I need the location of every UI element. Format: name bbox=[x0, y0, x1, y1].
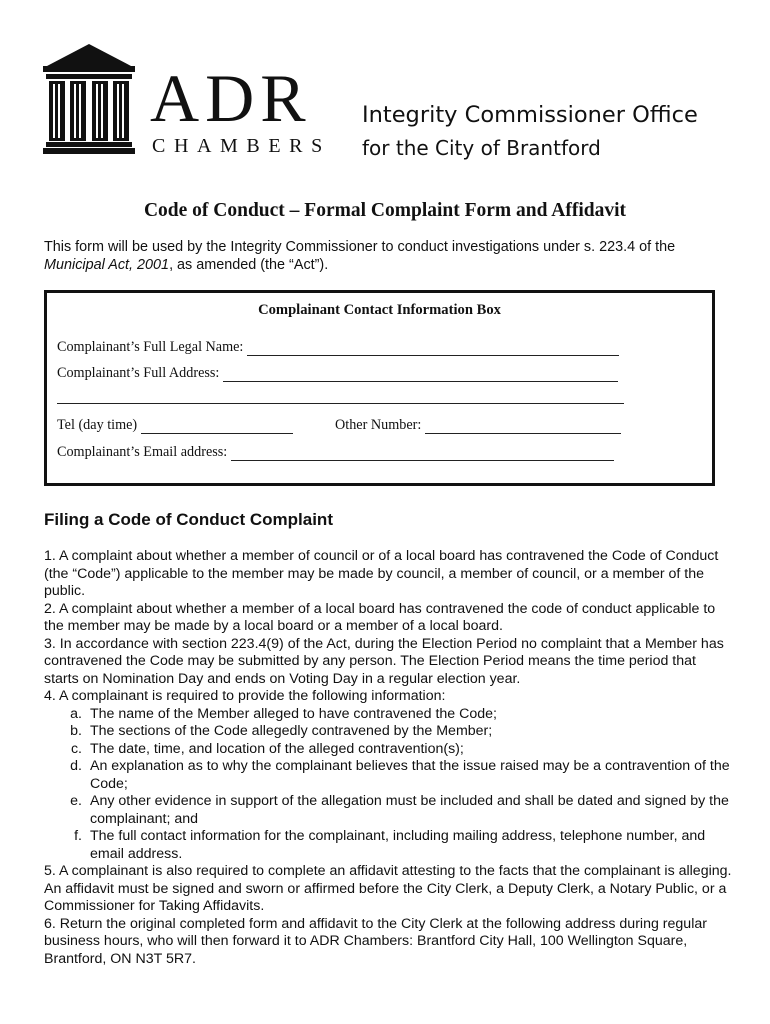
contact-box-title: Complainant Contact Information Box bbox=[258, 302, 501, 318]
item-text: The sections of the Code allegedly contravened by the Member; bbox=[90, 723, 493, 739]
item-text: An explanation as to why the complainant believes that the issue raised may be a contravention of the Code; bbox=[90, 758, 730, 792]
item-text: The date, time, and location of the alleged contravention(s); bbox=[90, 740, 464, 757]
instructions-body bbox=[44, 548, 734, 968]
tel-field[interactable] bbox=[57, 417, 293, 434]
item-letter: a. bbox=[70, 705, 82, 722]
item-text: Any other evidence in support of the allegation must be included and shall be dated and signed by the complainant; and bbox=[90, 793, 729, 827]
full-name-input-line[interactable] bbox=[247, 342, 619, 356]
required-info-item bbox=[44, 758, 734, 793]
section-heading: Filing a Code of Conduct Complaint bbox=[44, 510, 333, 529]
item-text: The full contact information for the complainant, including mailing address, telephone number, and email address. bbox=[90, 828, 706, 862]
instruction-item: 1. A complaint about whether a member of council or of a local board has contravened the Code of Conduct (the “Code”) applicable to the member may be made by council, a member of council, or a member of the public. bbox=[44, 548, 719, 599]
item-text: The name of the Member alleged to have contravened the Code; bbox=[90, 705, 497, 722]
address-continuation-line[interactable] bbox=[57, 403, 624, 404]
tel-label: Tel (day time) bbox=[57, 417, 138, 433]
intro-text-after: , as amended (the “Act”). bbox=[169, 257, 329, 273]
instruction-item: 2. A complaint about whether a member of a local board has contravened the code of conduct applicable to the member may be made by a local board or a member of a local board. bbox=[44, 600, 716, 634]
full-name-field[interactable] bbox=[57, 339, 619, 356]
required-info-item bbox=[44, 828, 734, 863]
item-letter: f. bbox=[74, 828, 82, 844]
email-field[interactable] bbox=[57, 444, 614, 461]
other-number-field[interactable] bbox=[335, 417, 621, 434]
document-title: Code of Conduct – Formal Complaint Form and Affidavit bbox=[143, 200, 627, 221]
item-letter: e. bbox=[70, 793, 82, 809]
intro-text-before: This form will be used by the Integrity Commissioner to conduct investigations under s. 223.4 of the bbox=[44, 239, 676, 255]
intro-paragraph bbox=[44, 238, 734, 274]
other-number-label: Other Number: bbox=[335, 417, 422, 433]
required-info-item bbox=[44, 706, 734, 724]
tel-input-line[interactable] bbox=[141, 420, 293, 434]
intro-act-name: Municipal Act, 2001 bbox=[44, 257, 170, 273]
address-label: Complainant’s Full Address: bbox=[57, 365, 220, 381]
item-letter: b. bbox=[70, 723, 82, 739]
required-info-item bbox=[44, 793, 734, 828]
address-field[interactable] bbox=[57, 365, 618, 382]
instruction-item: 4. A complainant is required to provide the following information: bbox=[44, 688, 446, 704]
required-info-item bbox=[44, 723, 734, 741]
address-input-line[interactable] bbox=[223, 368, 618, 382]
required-info-item bbox=[44, 741, 734, 759]
full-name-label: Complainant’s Full Legal Name: bbox=[57, 339, 244, 355]
building-columns-icon bbox=[43, 42, 135, 154]
email-label: Complainant’s Email address: bbox=[57, 444, 228, 460]
contact-info-box bbox=[44, 290, 715, 486]
email-input-line[interactable] bbox=[231, 447, 614, 461]
item-letter: c. bbox=[70, 740, 82, 757]
office-city: for the City of Brantford bbox=[362, 136, 601, 160]
instruction-item: 6. Return the original completed form and affidavit to the City Clerk at the following address during regular business hours, who will then forward it to ADR Chambers: Brantford City Hall, 100 Wellington Square, Brantford, ON N3T 5R7. bbox=[44, 915, 707, 967]
item-letter: d. bbox=[70, 758, 82, 774]
other-number-input-line[interactable] bbox=[425, 420, 621, 434]
logo-wordmark: ADR bbox=[150, 60, 312, 136]
office-title: Integrity Commissioner Office bbox=[362, 102, 698, 128]
logo-subtitle: CHAMBERS bbox=[152, 135, 331, 157]
instruction-item: 3. In accordance with section 223.4(9) of the Act, during the Election Period no complaint that a Member has contravened the Code may be submitted by any person. The Election Period means the time period that starts on Nomination Day and ends on Voting Day in a regular election year. bbox=[44, 635, 724, 687]
instruction-item: 5. A complainant is also required to complete an affidavit attesting to the facts that the complainant is alleging. An affidavit must be signed and sworn or affirmed before the City Clerk, a Deputy Clerk, a Notary Public, or a Commissioner for Taking Affidavits. bbox=[44, 863, 732, 914]
